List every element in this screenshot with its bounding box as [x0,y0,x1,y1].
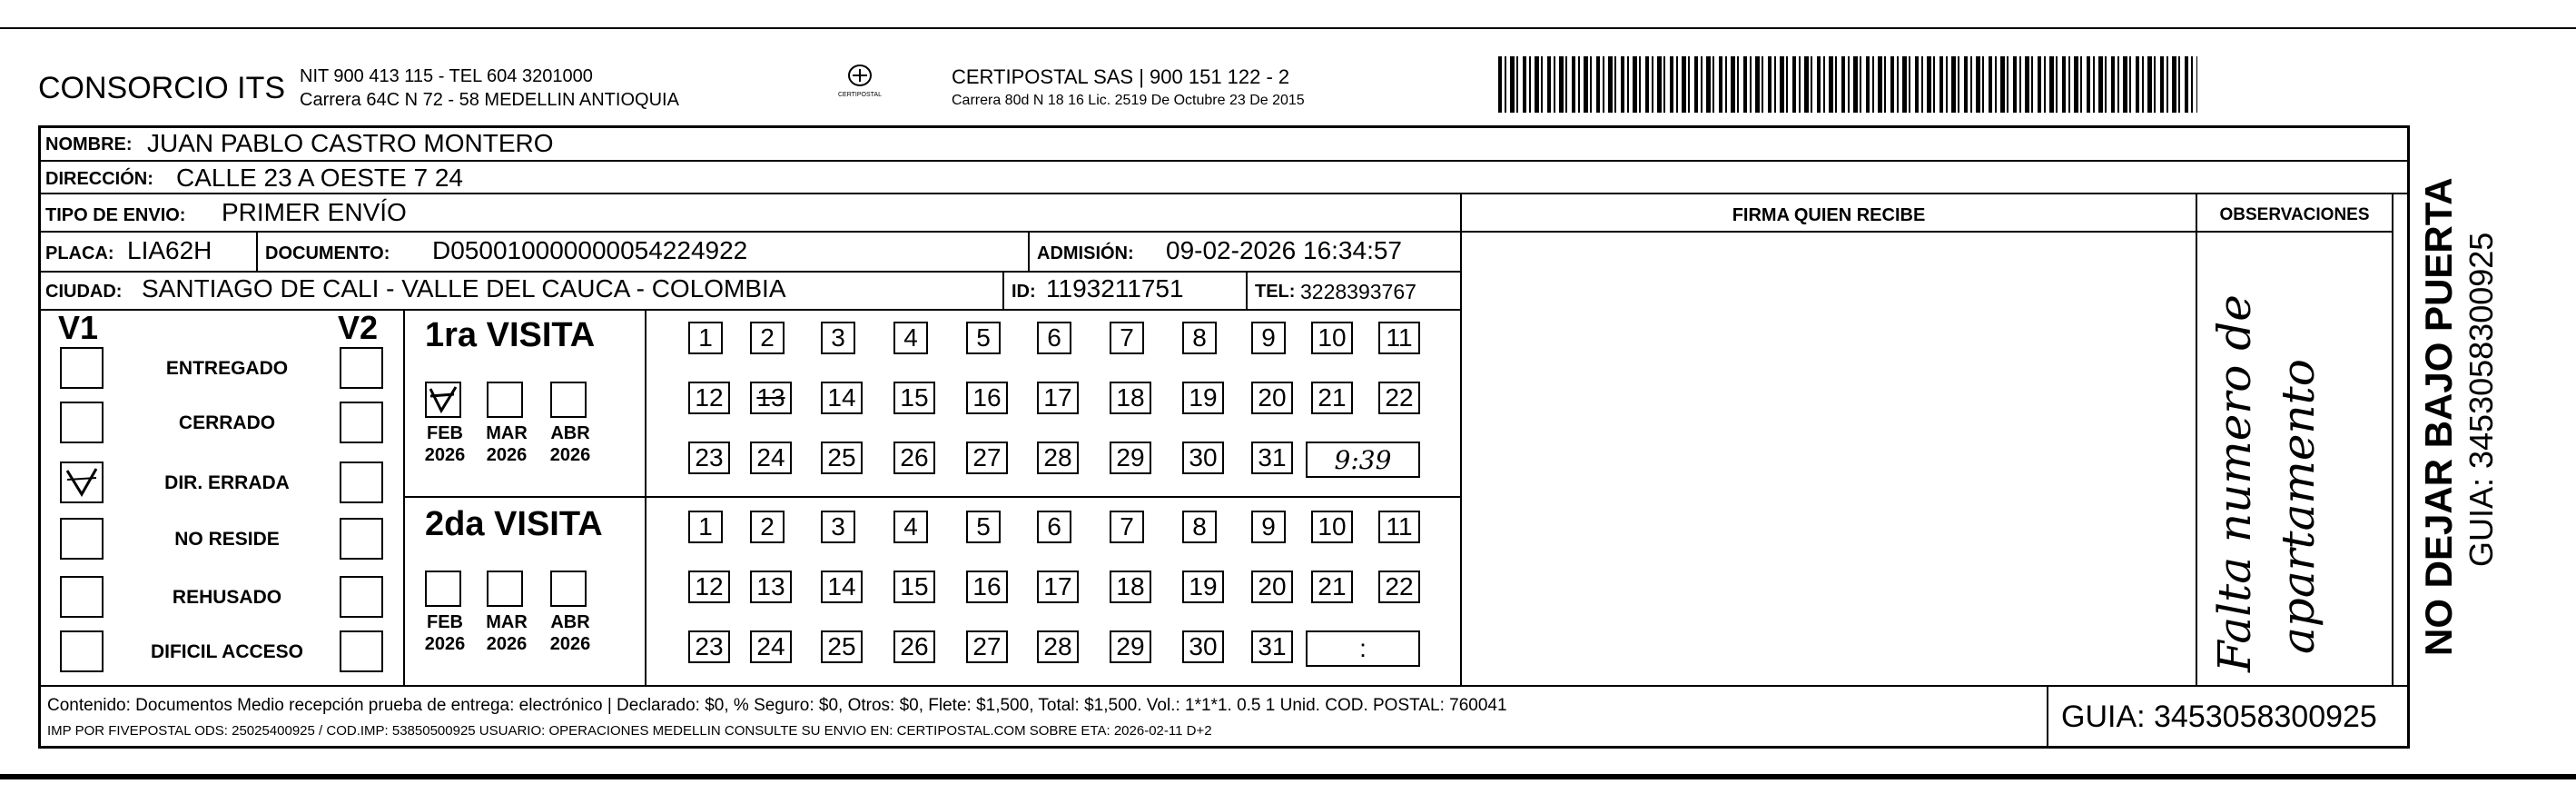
day-cell[interactable]: 20 [1251,571,1293,603]
time-field[interactable]: : [1306,630,1420,667]
visit-divider-mid [403,496,1460,498]
v2-checkbox[interactable] [340,347,383,389]
guia-box-text: GUIA: 3453058300925 [2061,700,2377,734]
side-guia: GUIA: 3453058300925 [2462,232,2500,567]
v2-checkbox[interactable] [340,518,383,560]
day-cell[interactable]: 21 [1311,571,1353,603]
visit-divider-vert [645,309,646,685]
day-cell[interactable]: 7 [1110,322,1144,354]
day-cell[interactable]: 14 [821,571,863,603]
status-label: ENTREGADO [165,358,289,379]
day-cell[interactable]: 3 [821,511,855,543]
day-cell[interactable]: 1 [688,511,723,543]
direccion-value: CALLE 23 A OESTE 7 24 [176,164,463,192]
barcode [1498,56,2197,113]
ciudad-label: CIUDAD: [45,282,123,302]
day-cell[interactable]: 31 [1251,442,1293,474]
day-cell[interactable]: 24 [750,442,792,474]
day-cell[interactable]: 23 [688,442,730,474]
day-cell[interactable]: 28 [1037,630,1079,663]
footer-imp: IMP POR FIVEPOSTAL ODS: 25025400925 / COD.IMP: 53850500925 USUARIO: OPERACIONES MEDELLIN CONSULTE SU ENVIO EN: CERTIPOSTAL.COM SOBRE ETA: 2026-02-11 D+2 [47,723,1212,739]
direccion-label: DIRECCIÓN: [45,169,153,189]
v1-checkbox[interactable] [60,347,104,389]
status-label: DIR. ERRADA [164,472,290,493]
day-cell[interactable]: 22 [1378,571,1420,603]
nit-line: NIT 900 413 115 - TEL 604 3201000 [300,66,593,86]
day-cell[interactable]: 29 [1110,442,1151,474]
observation-line-2: apartamento [2272,359,2324,654]
tipo-label: TIPO DE ENVIO: [45,205,186,225]
tipo-row [40,194,1462,233]
month-label: MAR [486,612,528,632]
year-label: 2026 [424,445,466,465]
status-label: NO RESIDE [174,529,280,550]
day-cell[interactable]: 15 [893,382,935,414]
day-cell[interactable]: 4 [893,511,928,543]
day-cell[interactable]: 24 [750,630,792,663]
day-cell[interactable]: 8 [1182,322,1217,354]
v2-checkbox[interactable] [340,630,383,672]
day-cell[interactable]: 14 [821,382,863,414]
nombre-value: JUAN PABLO CASTRO MONTERO [147,129,554,157]
admision-label: ADMISIÓN: [1037,243,1134,263]
month-checkbox[interactable] [487,571,523,607]
year-label: 2026 [486,445,528,465]
obs-divider-right [2392,194,2393,685]
status-label: DIFICIL ACCESO [150,641,303,662]
day-cell[interactable]: 13 [750,571,792,603]
visit-title: 2da VISITA [425,505,603,543]
day-cell[interactable]: 30 [1182,630,1224,663]
day-cell[interactable]: 12 [688,382,730,414]
year-label: 2026 [549,445,591,465]
v2-checkbox[interactable] [340,462,383,503]
month-checkbox[interactable] [550,382,587,418]
day-cell[interactable]: 19 [1182,382,1224,414]
day-cell[interactable]: 27 [966,442,1008,474]
bottom-rule [0,774,2576,779]
month-label: FEB [427,612,463,632]
day-cell[interactable]: 10 [1311,511,1353,543]
day-cell[interactable]: 26 [893,442,935,474]
day-cell[interactable]: 22 [1378,382,1420,414]
v1-checkbox[interactable] [60,462,104,503]
day-cell[interactable]: 16 [966,382,1008,414]
day-cell[interactable]: 29 [1110,630,1151,663]
day-cell[interactable]: 27 [966,630,1008,663]
day-cell[interactable]: 15 [893,571,935,603]
placa-row [40,233,1460,273]
nombre-label: NOMBRE: [45,134,133,154]
day-cell[interactable]: 19 [1182,571,1224,603]
documento-value: D050010000000054224922 [432,236,748,264]
v1-label: V1 [58,309,99,346]
certipostal-logo-icon [835,64,884,107]
day-cell[interactable]: 25 [821,630,863,663]
day-cell[interactable]: 9 [1251,322,1286,354]
year-label: 2026 [424,634,466,654]
tel-divider [1246,273,1248,309]
month-label: ABR [550,423,590,443]
ciudad-value: SANTIAGO DE CALI - VALLE DEL CAUCA - COLOMBIA [142,274,786,303]
visit-title: 1ra VISITA [425,316,596,354]
day-cell[interactable]: 3 [821,322,855,354]
placa-label: PLACA: [45,243,114,263]
observation-line-1: Falta numero de [2208,294,2261,672]
day-cell[interactable]: 4 [893,322,928,354]
day-cell[interactable]: 9 [1251,511,1286,543]
day-cell[interactable]: 16 [966,571,1008,603]
documento-label: DOCUMENTO: [265,243,390,263]
firma-divider [1460,194,1462,685]
month-label: MAR [486,423,528,443]
placa-divider [256,233,258,271]
observation-handwriting [2203,200,2339,672]
top-rule [0,27,2576,29]
day-cell[interactable]: 26 [893,630,935,663]
obs-divider-left [2196,194,2197,685]
tel-label: TEL: [1255,282,1296,302]
month-label: ABR [550,612,590,632]
day-cell[interactable]: 10 [1311,322,1353,354]
day-cell[interactable]: 5 [966,511,1001,543]
admision-value: 09-02-2026 16:34:57 [1166,236,1402,264]
day-cell[interactable]: 18 [1110,571,1151,603]
day-cell[interactable]: 17 [1037,571,1079,603]
day-cell[interactable]: 21 [1311,382,1353,414]
day-cell[interactable]: 23 [688,630,730,663]
v1-checkbox[interactable] [60,402,104,443]
year-label: 2026 [549,634,591,654]
day-cell[interactable]: 2 [750,511,785,543]
status-label: REHUSADO [172,587,282,608]
nombre-row [40,127,2408,162]
day-cell[interactable]: 11 [1378,511,1420,543]
month-checkbox[interactable] [487,382,523,418]
logo-text: CERTIPOSTAL [838,92,882,98]
day-cell[interactable]: 17 [1037,382,1079,414]
day-cell[interactable]: 6 [1037,322,1071,354]
tel-value: 3228393767 [1300,280,1416,303]
footer-contenido: Contenido: Documentos Medio recepción prueba de entrega: electrónico | Declarado: $0, % Seguro: $0, Otros: $0, Flete: $1,500, Total: $1,500. Vol.: 1*1*1. 0.5 1 Unid. COD. POSTAL: 760041 [47,696,1507,715]
side-warning: NO DEJAR BAJO PUERTA [2417,177,2460,656]
v1-checkbox[interactable] [60,630,104,672]
day-cell[interactable]: 6 [1037,511,1071,543]
month-checkbox[interactable] [425,382,461,418]
time-field[interactable]: 9:39 [1306,442,1420,478]
day-cell[interactable]: 18 [1110,382,1151,414]
v1-checkbox[interactable] [60,518,104,560]
certipostal-line: CERTIPOSTAL SAS | 900 151 122 - 2 [952,65,1290,88]
day-cell[interactable]: 31 [1251,630,1293,663]
id-divider [1002,273,1004,309]
day-cell[interactable]: 12 [688,571,730,603]
certipostal-sub: Carrera 80d N 18 16 Lic. 2519 De Octubre 23 De 2015 [952,93,1305,108]
obs-label: OBSERVACIONES [2219,205,2370,224]
placa-value: LIA62H [127,236,212,264]
month-checkbox[interactable] [425,571,461,607]
tipo-value: PRIMER ENVÍO [222,198,407,226]
day-cell[interactable]: 20 [1251,382,1293,414]
day-cell[interactable]: 8 [1182,511,1217,543]
v2-label: V2 [338,309,379,346]
month-label: FEB [427,423,463,443]
direccion-row [40,162,2408,194]
day-cell[interactable]: 13 [750,382,792,414]
month-checkbox[interactable] [550,571,587,607]
v2-checkbox[interactable] [340,576,383,618]
v1-checkbox[interactable] [60,576,104,618]
id-label: ID: [1012,282,1036,302]
day-cell[interactable]: 25 [821,442,863,474]
firma-label: FIRMA QUIEN RECIBE [1732,205,1926,225]
guia-box [2047,687,2410,747]
day-cell[interactable]: 30 [1182,442,1224,474]
day-cell[interactable]: 1 [688,322,723,354]
year-label: 2026 [486,634,528,654]
id-value: 1193211751 [1046,274,1184,303]
v2-checkbox[interactable] [340,402,383,443]
day-cell[interactable]: 28 [1037,442,1079,474]
day-cell[interactable]: 11 [1378,322,1420,354]
admision-divider [1028,233,1030,271]
day-cell[interactable]: 5 [966,322,1001,354]
address-line: Carrera 64C N 72 - 58 MEDELLIN ANTIOQUIA [300,90,679,110]
ciudad-row [40,273,1460,311]
day-cell[interactable]: 7 [1110,511,1144,543]
company-name: CONSORCIO ITS [38,71,286,105]
status-label: CERRADO [178,412,276,433]
day-cell[interactable]: 2 [750,322,785,354]
